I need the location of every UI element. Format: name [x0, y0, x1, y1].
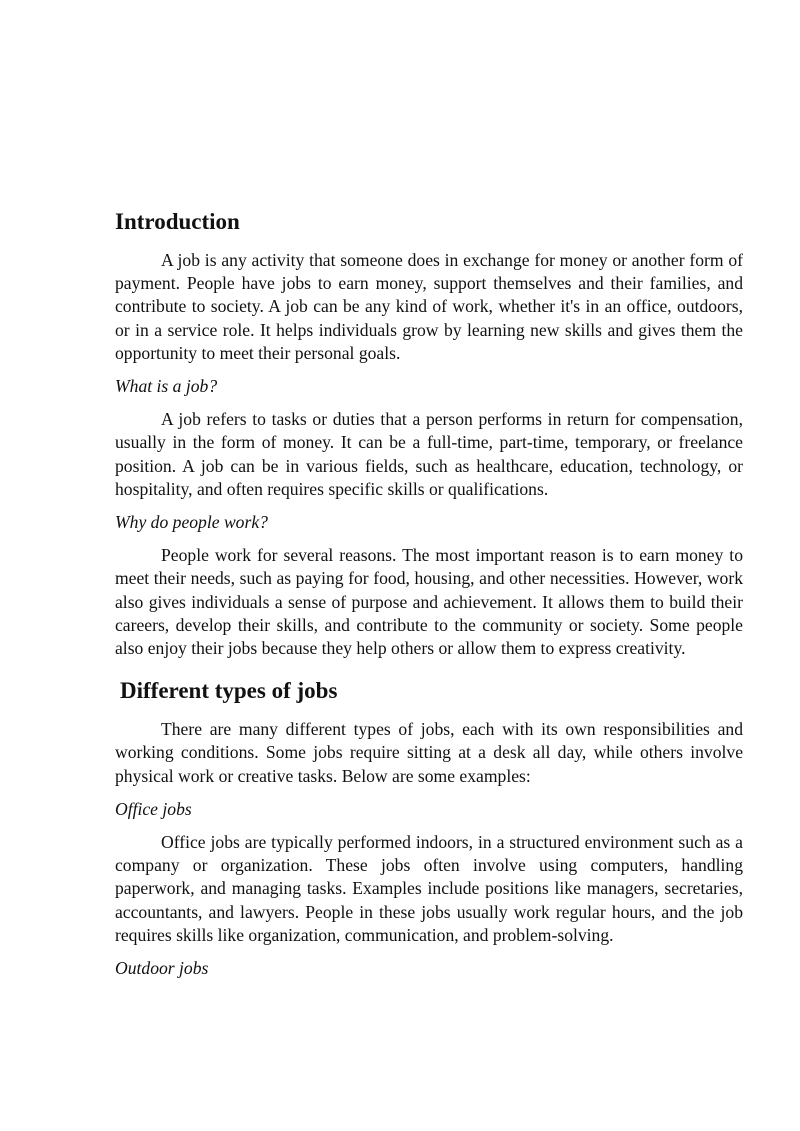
- document-body: [115, 207, 743, 990]
- paragraph-why-do-people-work: People work for several reasons. The most important reason is to earn money to meet their needs, such as paying for food, housing, and other necessities. However, work also gives individuals a sense of purpose and achievement. It allows them to build their careers, develop their skills, and contribute to the community or society. Some people also enjoy their jobs because they help others or allow them to express creativity.: [115, 545, 743, 659]
- paragraph-office-jobs: Office jobs are typically performed indoors, in a structured environment such as a company or organization. These jobs often involve using computers, handling paperwork, and managing tasks. Examples include positions like managers, secretaries, accountants, and lawyers. People in these jobs usually work regular hours, and the job requires skills like organization, communication, and problem-solving.: [115, 832, 743, 945]
- paragraph-introduction: A job is any activity that someone does in exchange for money or another form of payment. People have jobs to earn money, support themselves and their families, and contribute to society. A job can be any kind of work, whether it's in an office, outdoors, or in a service role. It helps individuals grow by learning new skills and gives them the opportunity to meet their personal goals.: [115, 250, 743, 363]
- paragraph-what-is-a-job: A job refers to tasks or duties that a person performs in return for compensation, usually in the form of money. It can be a full-time, part-time, temporary, or freelance position. A job can be in various fields, such as healthcare, education, technology, or hospitality, and often requires specific skills or qualifications.: [115, 409, 743, 499]
- subheading-outdoor-jobs: Outdoor jobs: [115, 958, 209, 979]
- heading-introduction: Introduction: [115, 209, 240, 234]
- paragraph-different-types-of-jobs: There are many different types of jobs, each with its own responsibilities and working conditions. Some jobs require sitting at a desk all day, while others involve physical work or creative tasks. Below are some examples:: [115, 719, 743, 786]
- subheading-what-is-a-job: What is a job?: [115, 376, 218, 397]
- heading-different-types-of-jobs: Different types of jobs: [120, 678, 338, 704]
- subheading-why-do-people-work: Why do people work?: [115, 512, 268, 533]
- subheading-office-jobs: Office jobs: [115, 798, 192, 819]
